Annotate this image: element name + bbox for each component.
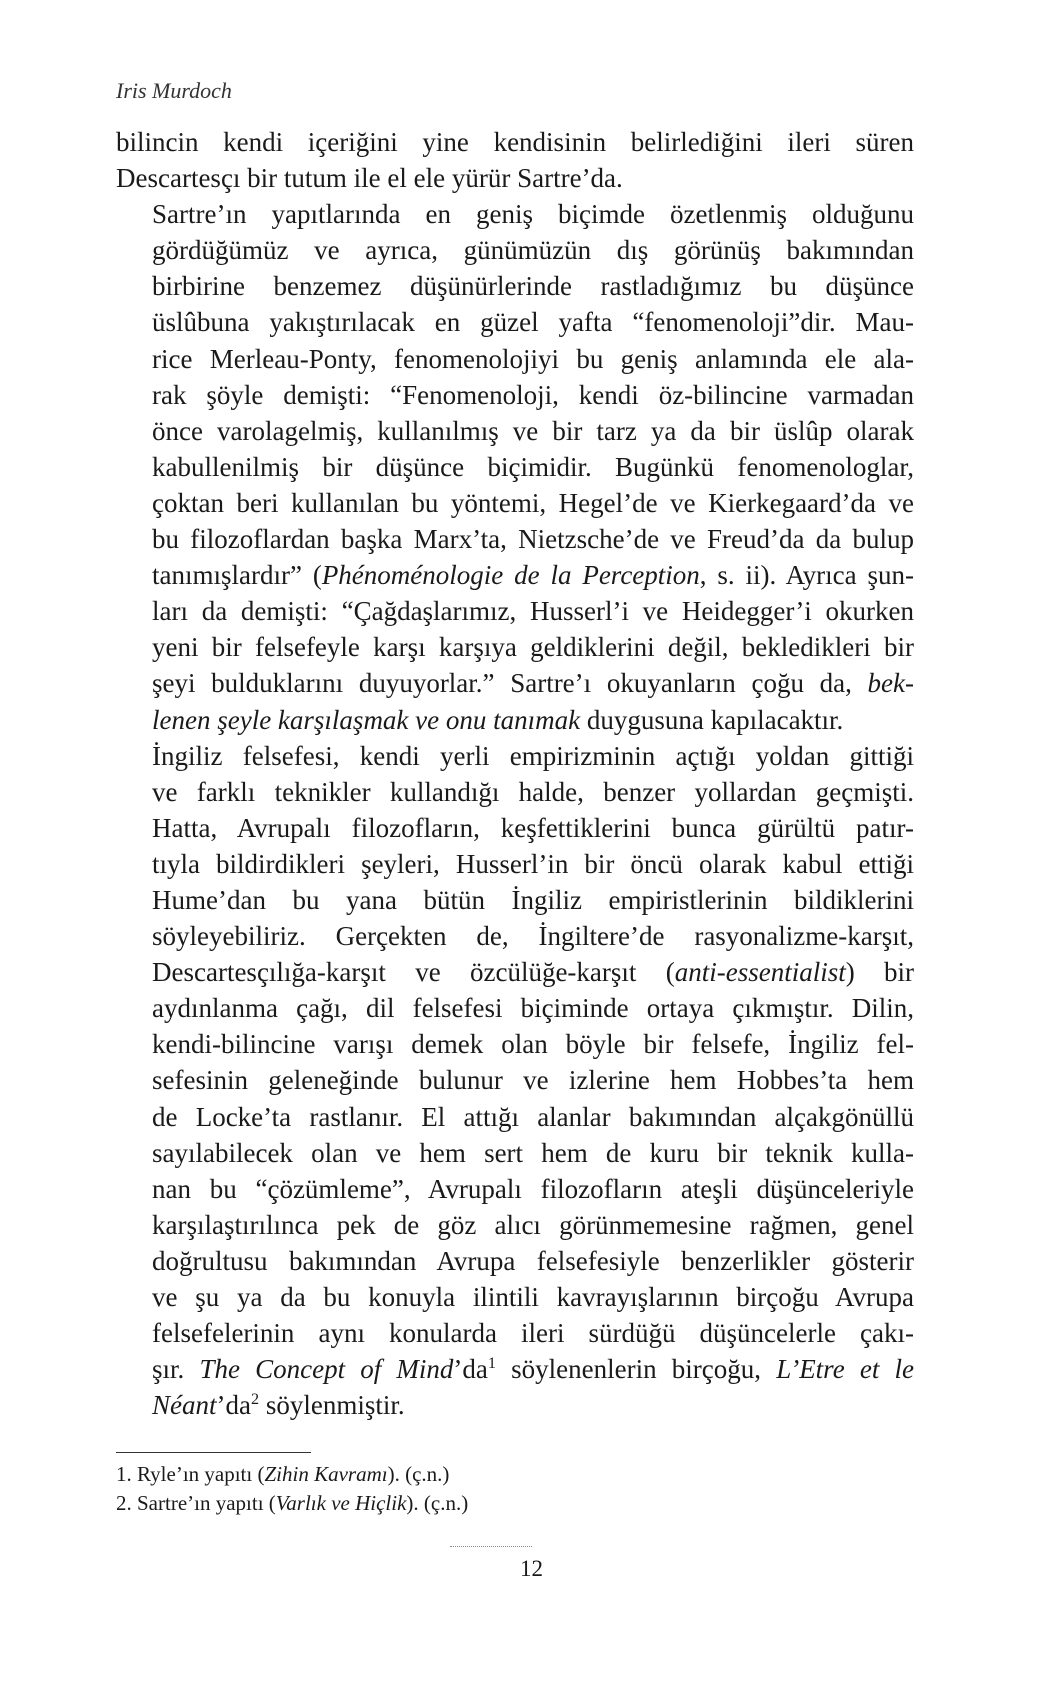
text-line [116, 557, 914, 593]
text-line: rak şöyle demişti: “Fenomenoloji, kendi öz-bilincine varmadan [152, 379, 914, 410]
running-head: Iris Murdoch [116, 78, 232, 103]
text-line [116, 665, 914, 701]
text-line: Hume’dan bu yana bütün İngiliz empiristlerinin bildiklerini [152, 884, 914, 915]
text-line: ları da demişti: “Çağdaşlarımız, Husserl’i ve Heidegger’i okurken [152, 596, 914, 627]
footnote-1 [116, 1460, 468, 1489]
paragraph-2 [116, 196, 914, 737]
text-line: söyleyebiliriz. Gerçekten de, İngiltere’de rasyonalizme-karşıt, [152, 921, 914, 952]
text-line: doğrultusu bakımından Avrupa felsefesiyle benzerlikler gösterir [152, 1245, 914, 1276]
text-line: İngiliz felsefesi, kendi yerli empirizminin açtığı yoldan gittiği [152, 740, 914, 771]
text-line: sefesinin geleneğinde bulunur ve izlerine hem Hobbes’ta hem [152, 1065, 914, 1096]
text-line: üslûbuna yakıştırılacak en güzel yafta “fenomenoloji”dir. Mau- [152, 307, 914, 338]
body-text [116, 124, 914, 1423]
page-number-ornament [450, 1546, 532, 1547]
text-run: ). (ç.n.) [387, 1462, 450, 1486]
book-title: The Concept of Mind [199, 1354, 454, 1385]
emphasis: Zihin Kavramı [264, 1462, 388, 1486]
text-line [116, 1387, 914, 1423]
text-line: rice Merleau-Ponty, fenomenolojiyi bu geniş anlamında ele ala- [152, 343, 914, 374]
text-run: şır. [152, 1354, 200, 1385]
text-line: Sartre’ın yapıtlarında en geniş biçimde özetlenmiş olduğunu [152, 199, 914, 230]
text-line [116, 954, 914, 990]
text-line: Descartesçı bir tutum ile el ele yürür Sartre’da. [116, 163, 623, 194]
emphasis: anti-essentialist [674, 957, 846, 988]
book-title: Néant [152, 1390, 217, 1421]
text-line: sayılabilecek olan ve hem sert hem de kuru bir teknik kulla- [152, 1137, 914, 1168]
text-line: tıyla bildirdikleri şeyleri, Husserl’in bir öncü olarak kabul ettiği [152, 848, 914, 879]
text-run: şeyi bulduklarını duyuyorlar.” Sartre’ı okuyanların çoğu da, [152, 668, 868, 699]
emphasis: bek- [867, 668, 914, 699]
paragraph-1 [116, 124, 914, 196]
footnote-ref-1[interactable]: 1 [487, 1354, 496, 1373]
book-title: L’Etre et le [776, 1354, 914, 1385]
text-line: ve şu ya da bu konuyla ilintili kavrayışlarının birçoğu Avrupa [152, 1282, 914, 1312]
text-line: çoktan beri kullanılan bu yöntemi, Hegel’de ve Kierkegaard’da ve [152, 487, 914, 518]
text-run: Descartesçılığa-karşıt ve özcülüğe-karşıt ( [152, 957, 675, 988]
footnote-ref-2[interactable]: 2 [250, 1390, 260, 1409]
emphasis: Varlık ve Hiçlik [275, 1491, 407, 1515]
text-line: kabullenilmiş bir düşünce biçimidir. Bugünkü fenomenologlar, [152, 451, 914, 482]
text-line [116, 702, 914, 738]
text-line: aydınlanma çağı, dil felsefesi biçiminde ortaya çıkmıştır. Dilin, [152, 993, 914, 1024]
text-run: ). (ç.n.) [406, 1491, 469, 1515]
text-line: de Locke’ta rastlanır. El attığı alanlar bakımından alçakgönüllü [152, 1101, 914, 1132]
text-line: ve farklı teknikler kullandığı halde, benzer yollardan geçmişti. [152, 776, 914, 807]
text-line: bu filozoflardan başka Marx’ta, Nietzsche’de ve Freud’da da bulup [152, 524, 914, 555]
footnote-2 [116, 1489, 468, 1518]
text-run: ’da [453, 1354, 488, 1385]
text-line: bilincin kendi içeriğini yine kendisinin belirlediğini ileri süren [116, 127, 914, 157]
text-run: 1. Ryle’ın yapıtı ( [116, 1462, 265, 1486]
text-line: birbirine benzemez düşünürlerinde rastladığımız bu düşünce [152, 271, 914, 302]
text-line: kendi-bilincine varışı demek olan böyle bir felsefe, İngiliz fel- [152, 1029, 914, 1060]
book-title: Phénoménologie de la Perception [321, 560, 700, 591]
text-run: ’da [216, 1390, 251, 1421]
text-line [116, 1351, 914, 1387]
text-run: ) bir [845, 957, 915, 988]
emphasis: lenen şeyle karşılaşmak ve onu tanımak [152, 704, 581, 735]
text-line: nan bu “çözümleme”, Avrupalı filozofların ateşli düşünceleriyle [152, 1173, 914, 1204]
text-line: yeni bir felsefeyle karşı karşıya geldiklerini değil, bekledikleri bir [152, 632, 914, 663]
paragraph-3 [116, 738, 914, 1424]
footnote-divider [116, 1452, 311, 1453]
text-line: karşılaştırılınca pek de göz alıcı görünmemesine rağmen, genel [152, 1209, 914, 1240]
text-run: 2. Sartre’ın yapıtı ( [116, 1491, 276, 1515]
text-run: söylenmiştir. [259, 1390, 405, 1421]
text-run: , s. ii). Ayrıca şun- [699, 560, 914, 591]
text-run: tanımışlardır” ( [152, 560, 322, 591]
text-line: önce varolagelmiş, kullanılmış ve bir tarz ya da bir üslûp olarak [152, 415, 914, 446]
text-line: gördüğümüz ve ayrıca, günümüzün dış görünüş bakımından [152, 235, 914, 266]
text-line: Hatta, Avrupalı filozofların, keşfettiklerini bunca gürültü patır- [152, 812, 914, 843]
text-run: duygusuna kapılacaktır. [580, 704, 844, 735]
text-line: felsefelerinin aynı konularda ileri sürdüğü düşüncelerle çakı- [152, 1318, 914, 1349]
text-run: söylenenlerin birçoğu, [496, 1354, 777, 1385]
footnotes [116, 1460, 468, 1518]
page-number: 12 [520, 1556, 543, 1581]
